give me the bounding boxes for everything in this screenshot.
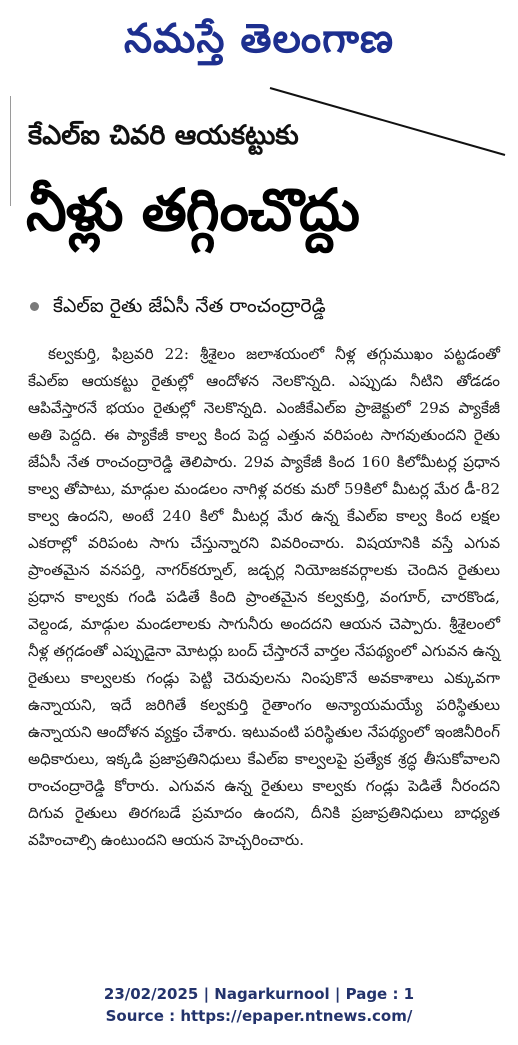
- footer-edition-info: 23/02/2025 | Nagarkurnool | Page : 1: [103, 985, 415, 1003]
- byline-text: కేఎల్ఐ రైతు జేఏసీ నేత రాంచంద్రారెడ్డి: [53, 295, 326, 317]
- newspaper-title: నమస్తే తెలంగాణ: [123, 15, 395, 62]
- footer-source-link[interactable]: Source : https://epaper.ntnews.com/: [105, 1007, 413, 1025]
- article-kicker: కేఎల్ఐ చివరి ఆయకట్టుకు: [28, 120, 299, 151]
- article-headline: నీళ్లు తగ్గించొద్దు: [26, 176, 359, 244]
- bullet-icon: [30, 302, 39, 311]
- page-footer: [0, 983, 518, 1027]
- article-byline: [30, 295, 500, 322]
- masthead: [0, 0, 518, 78]
- article-body: కల్వకుర్తి, ఫిబ్రవరి 22: శ్రీశైలం జలాశయంలో నీళ్ల తగ్గుముఖం పట్టడంతో కేఎల్ఐ ఆయకట్టు రైతుల్లో ఆందోళన నెలకొన్నది. ఎప్పుడు నీటిని తోడడం ఆపివేస్తారనే భయం రైతుల్లో నెలకొన్నది. ఎంజీకేఎల్ఐ ప్రాజెక్టులో 29వ ప్యాకేజీ అతి పెద్దది. ఈ ప్యాకేజీ కాల్వ కింద పెద్ద ఎత్తున వరిపంట సాగవుతుందని రైతు జేఏసీ నేత రాంచంద్రారెడ్డి తెలిపారు. 29వ ప్యాకేజీ కింద 160 కిలోమీటర్ల ప్రధాన కాల్వ తోపాటు, మాడ్గుల మండలం నాగిళ్ల వరకు మరో 59కిలో మీటర్ల మేర డీ-82 కాల్వ ఉందని, అంటే 240 కిలో మీటర్ల మేర ఉన్న కేఎల్ఐ కాల్వ కింద లక్షల ఎకరాల్లో వరిపంట సాగు చేస్తున్నారని వివరించారు. విషయానికి వస్తే ఎగువ ప్రాంతమైన వనపర్తి, నాగర్‌కర్నూల్, జడ్చర్ల నియోజకవర్గాలకు చెందిన రైతులు ప్రధాన కాల్వకు గండి పడితే కింది ప్రాంతమైన కల్వకుర్తి, వంగూర్, చారకొండ, వెల్దండ, మాడ్గుల మండలాలకు సాగునీరు అందదని ఆయన చెప్పారు. శ్రీశైలంలో నీళ్ల తగ్గడంతో ఎప్పుడైనా మోటర్లు బంద్ చేస్తారనే వార్తల నేపథ్యంలో ఎగువన ఉన్న రైతులు కాల్వలకు గండ్లు పెట్టి చెరువులను నింపుకొనే అవకాశాలు ఎక్కువగా ఉన్నాయని, ఇదే జరిగితే కల్వకుర్తి రైతాంగం అన్యాయమయ్యే పరిస్థితులు ఉన్నాయని ఆందోళన వ్యక్తం చేశారు. ఇటువంటి పరిస్థితుల నేపథ్యంలో ఇంజినీరింగ్ అధికారులు, ఇక్కడి ప్రజాప్రతినిధులు కేఎల్ఐ కాల్వలపై ప్రత్యేక శ్రద్ధ తీసుకోవాలని రాంచంద్రారెడ్డి కోరారు. ఎగువన ఉన్న రైతులు కాల్వకు గండ్లు పెడితే నీరందని దిగువ రైతులు తిరగబడే ప్రమాదం ఉందని, దీనికి ప్రజాప్రతినిధులు బాధ్యత వహించాల్సి ఉంటుందని ఆయన హెచ్చరించారు.: [28, 345, 500, 849]
